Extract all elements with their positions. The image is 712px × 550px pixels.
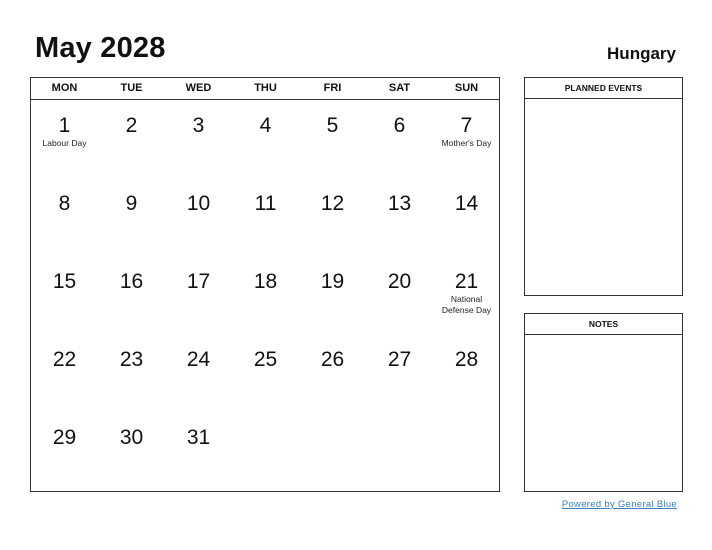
day-cell — [433, 334, 500, 412]
weekday-wed: WED — [185, 82, 212, 94]
day-number: 22 — [52, 348, 77, 371]
day-number: 10 — [186, 192, 211, 215]
weekday-header-row — [31, 78, 499, 100]
day-number: 12 — [320, 192, 345, 215]
day-cell — [31, 100, 98, 178]
day-cell — [299, 334, 366, 412]
day-cell — [433, 178, 500, 256]
day-cell — [232, 334, 299, 412]
day-cell — [98, 412, 165, 490]
day-number: 28 — [454, 348, 479, 371]
country-label: Hungary — [607, 44, 676, 63]
day-number: 26 — [320, 348, 345, 371]
weekday-mon: MON — [51, 82, 78, 94]
day-cell — [232, 256, 299, 334]
day-cell — [299, 178, 366, 256]
day-number: 18 — [253, 270, 278, 293]
planned-events-header: PLANNED EVENTS — [525, 78, 682, 99]
day-cell — [433, 412, 500, 490]
day-number: 11 — [254, 192, 277, 215]
day-number: 31 — [186, 426, 211, 449]
day-number: 29 — [52, 426, 77, 449]
day-number: 7 — [460, 114, 473, 137]
day-number: 27 — [387, 348, 412, 371]
day-number: 20 — [387, 270, 412, 293]
day-number: 17 — [186, 270, 211, 293]
weekday-sat: SAT — [388, 82, 411, 94]
day-number: 8 — [58, 192, 71, 215]
day-number: 9 — [125, 192, 138, 215]
day-number: 19 — [320, 270, 345, 293]
day-cell — [165, 256, 232, 334]
day-cell — [366, 334, 433, 412]
day-number: 13 — [387, 192, 412, 215]
day-cell — [31, 178, 98, 256]
day-cell — [366, 100, 433, 178]
day-cell — [165, 178, 232, 256]
day-cell — [98, 178, 165, 256]
day-number: 4 — [259, 114, 272, 137]
day-cell — [165, 412, 232, 490]
day-number: 24 — [186, 348, 211, 371]
day-cell — [299, 256, 366, 334]
day-number: 1 — [58, 114, 71, 137]
day-cell — [165, 334, 232, 412]
day-number: 16 — [119, 270, 144, 293]
day-number: 14 — [454, 192, 479, 215]
day-cell — [232, 412, 299, 490]
holiday-label: Labour Day — [42, 138, 87, 148]
day-number: 3 — [192, 114, 205, 137]
day-cell — [232, 178, 299, 256]
day-cell — [98, 256, 165, 334]
day-cell — [31, 334, 98, 412]
holiday-label: National Defense Day — [441, 294, 492, 315]
day-cell — [366, 256, 433, 334]
weekday-tue: TUE — [120, 82, 143, 94]
day-number: 2 — [125, 114, 138, 137]
day-cell — [433, 100, 500, 178]
day-cell — [98, 334, 165, 412]
day-number: 6 — [393, 114, 406, 137]
day-cell — [299, 412, 366, 490]
day-cell — [232, 100, 299, 178]
holiday-label: Mother's Day — [441, 138, 492, 148]
day-cell — [98, 100, 165, 178]
notes-panel — [524, 313, 683, 492]
calendar-grid — [30, 77, 500, 492]
day-cell — [31, 256, 98, 334]
day-number: 23 — [119, 348, 144, 371]
notes-header: NOTES — [525, 314, 682, 335]
powered-by-link[interactable]: Powered by General Blue — [561, 499, 677, 510]
day-number: 25 — [253, 348, 278, 371]
day-number: 21 — [454, 270, 479, 293]
day-number: 30 — [119, 426, 144, 449]
day-cell — [433, 256, 500, 334]
day-cell — [299, 100, 366, 178]
day-cell — [165, 100, 232, 178]
day-cell — [31, 412, 98, 490]
weekday-fri: FRI — [323, 82, 342, 94]
day-cell — [366, 412, 433, 490]
weekday-thu: THU — [254, 82, 277, 94]
day-cell — [366, 178, 433, 256]
planned-events-panel — [524, 77, 683, 296]
month-title: May 2028 — [35, 32, 166, 64]
day-number: 15 — [52, 270, 77, 293]
day-number: 5 — [326, 114, 339, 137]
weekday-sun: SUN — [454, 82, 479, 94]
